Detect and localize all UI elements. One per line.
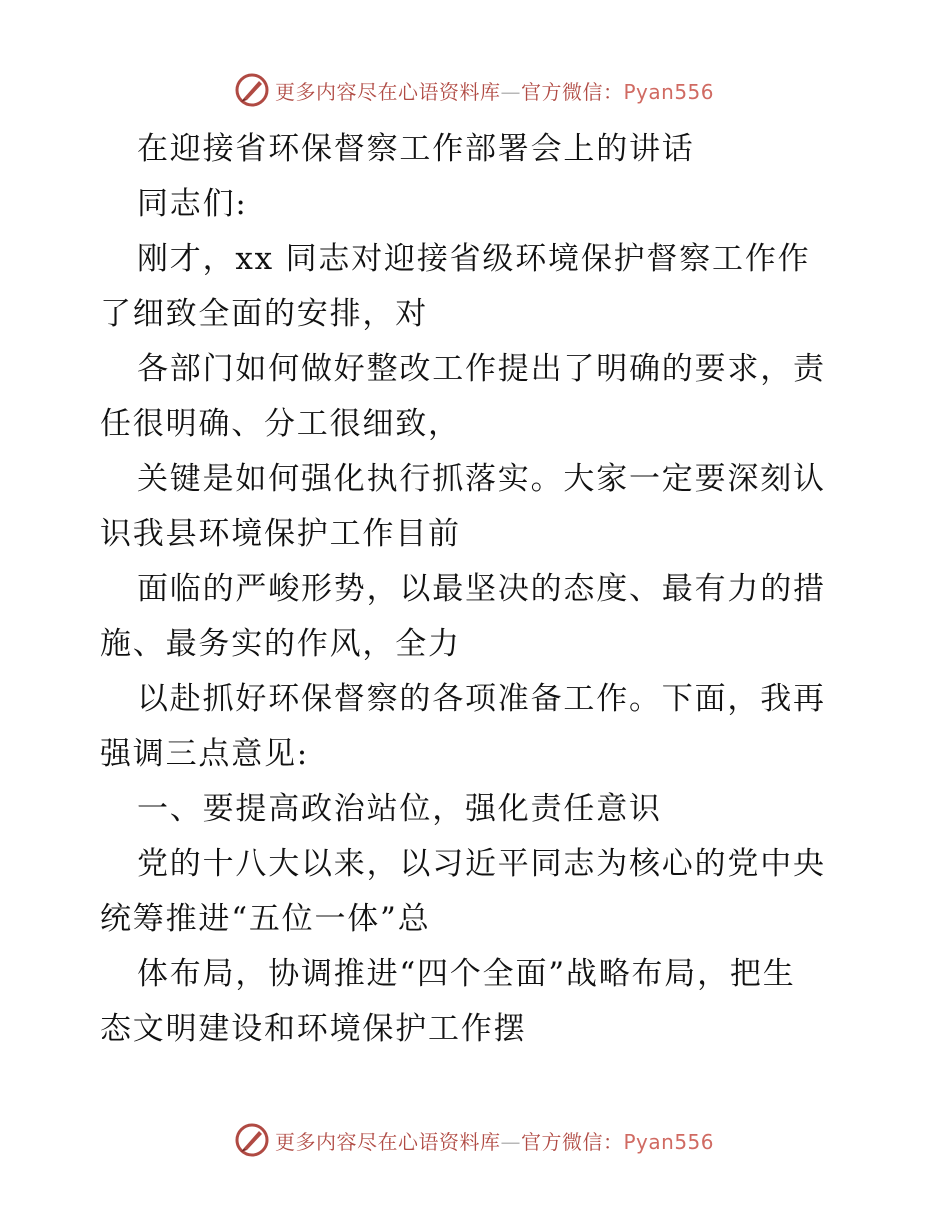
paragraph-line: 态文明建设和环境保护工作摆 bbox=[100, 1011, 527, 1047]
paragraph-line: 施、最务实的作风，全力 bbox=[100, 626, 461, 662]
watermark-banner-top bbox=[235, 70, 755, 110]
paragraph-line: 强调三点意见: bbox=[100, 736, 310, 772]
paragraph-line: 党的十八大以来，以习近平同志为核心的党中央 bbox=[137, 846, 826, 882]
quill-seal-icon bbox=[235, 1123, 269, 1157]
paragraph-line: 刚才，xx 同志对迎接省级环境保护督察工作作 bbox=[137, 241, 811, 277]
salutation: 同志们: bbox=[137, 186, 248, 222]
watermark-banner-bottom bbox=[235, 1120, 755, 1160]
paragraph-line: 了细致全面的安排，对 bbox=[100, 296, 428, 332]
quill-seal-icon bbox=[235, 73, 269, 107]
paragraph-line: 任很明确、分工很细致， bbox=[100, 406, 461, 442]
section-heading: 一、要提高政治站位，强化责任意识 bbox=[137, 791, 662, 827]
paragraph-line: 体布局，协调推进“四个全面”战略布局，把生 bbox=[137, 956, 796, 992]
watermark-text: 更多内容尽在心语资料库—官方微信：Pyan556 bbox=[275, 1129, 715, 1154]
paragraph-line: 以赴抓好环保督察的各项准备工作。下面，我再 bbox=[137, 681, 826, 717]
paragraph-line: 统筹推进“五位一体”总 bbox=[100, 901, 431, 937]
paragraph-line: 识我县环境保护工作目前 bbox=[100, 516, 461, 552]
paragraph-line: 各部门如何做好整改工作提出了明确的要求，责 bbox=[137, 351, 826, 387]
document-title: 在迎接省环保督察工作部署会上的讲话 bbox=[137, 131, 695, 167]
paragraph-line: 面临的严峻形势，以最坚决的态度、最有力的措 bbox=[137, 571, 826, 607]
document-body bbox=[100, 122, 860, 1057]
paragraph-line: 关键是如何强化执行抓落实。大家一定要深刻认 bbox=[137, 461, 826, 497]
watermark-text: 更多内容尽在心语资料库—官方微信：Pyan556 bbox=[275, 79, 715, 104]
